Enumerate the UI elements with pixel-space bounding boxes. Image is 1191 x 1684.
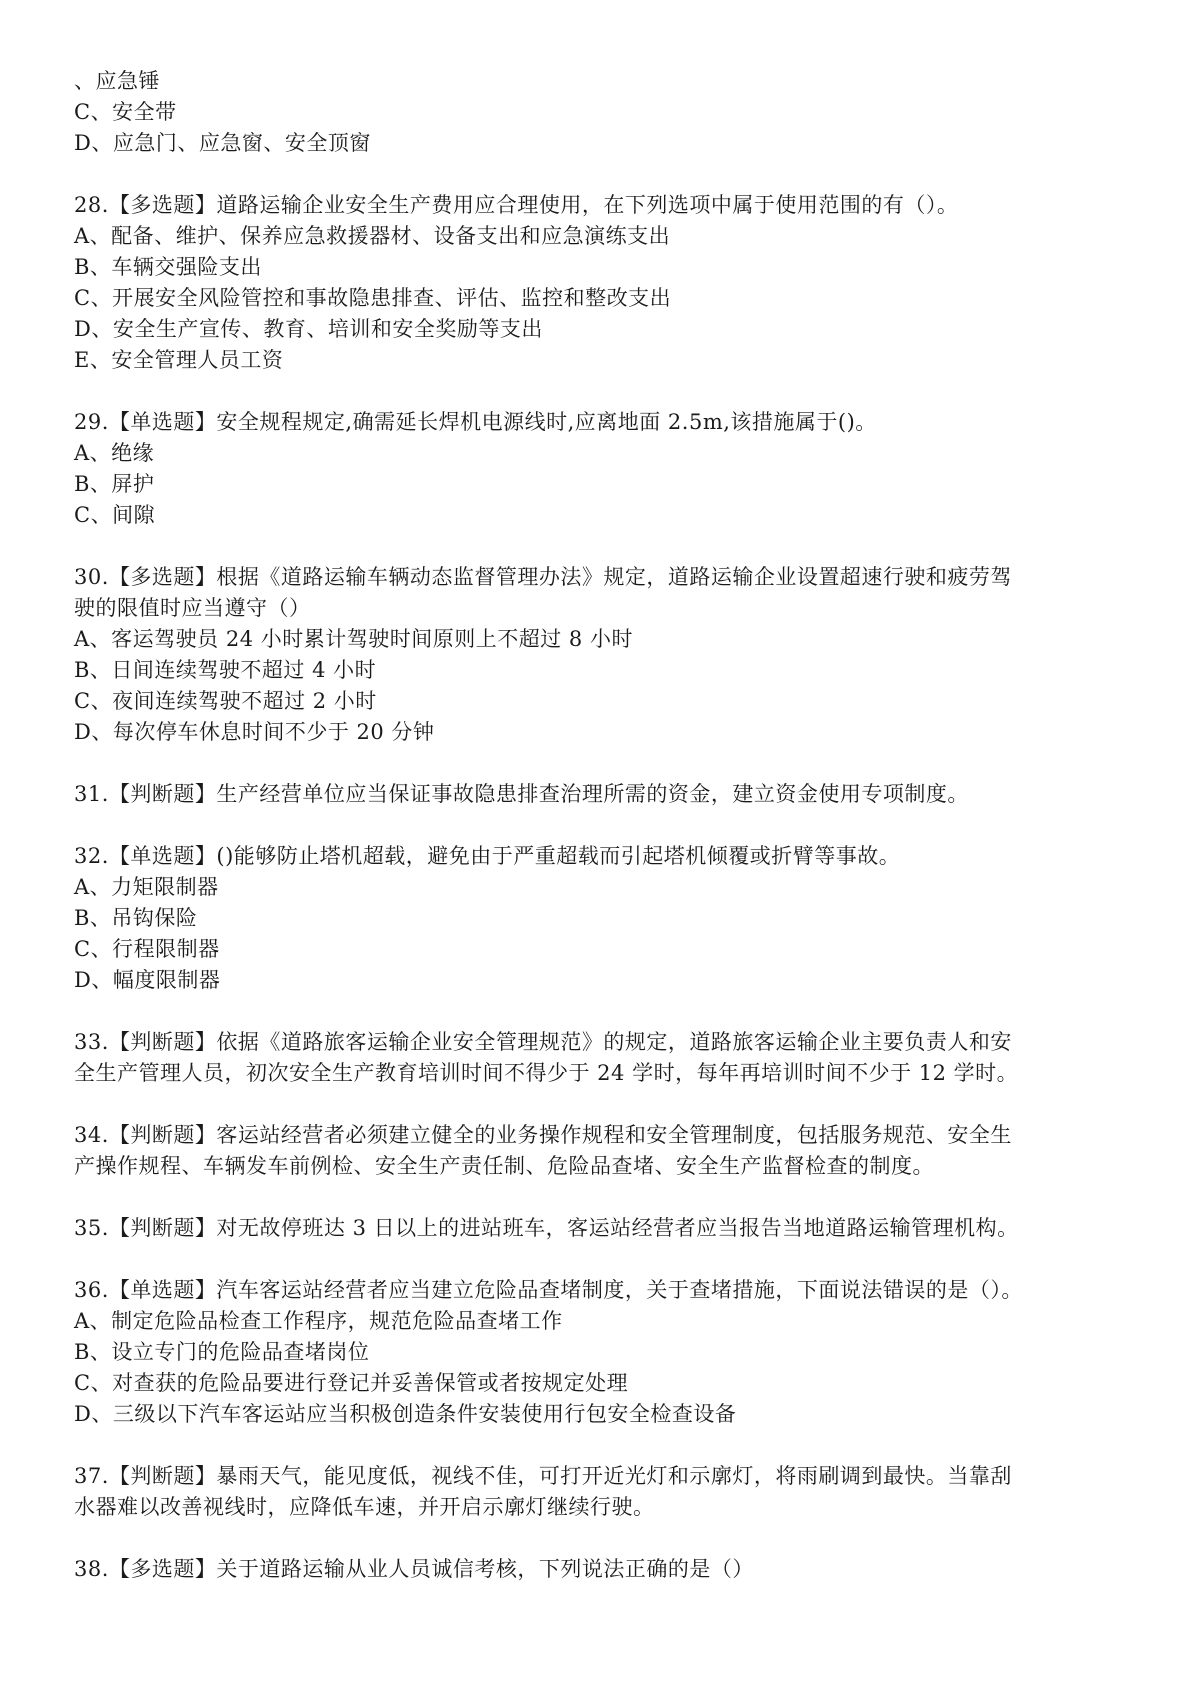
blank-line xyxy=(74,376,1095,407)
text-line: D、三级以下汽车客运站应当积极创造条件安装使用行包安全检查设备 xyxy=(74,1402,737,1426)
text-line: 全生产管理人员，初次安全生产教育培训时间不得少于 24 学时，每年再培训时间不少于 12 学时。 xyxy=(74,1061,1019,1085)
text-line: C、行程限制器 xyxy=(74,937,220,961)
blank-line xyxy=(74,1430,1095,1461)
blank-line xyxy=(74,748,1095,779)
text-line: 38.【多选题】关于道路运输从业人员诚信考核，下列说法正确的是（） xyxy=(74,1557,754,1581)
text-line: 31.【判断题】生产经营单位应当保证事故隐患排查治理所需的资金，建立资金使用专项制度。 xyxy=(74,782,969,806)
text-line: D、每次停车休息时间不少于 20 分钟 xyxy=(74,720,435,744)
text-line: B、日间连续驾驶不超过 4 小时 xyxy=(74,658,377,682)
text-line: D、幅度限制器 xyxy=(74,968,221,992)
blank-line xyxy=(74,996,1095,1027)
text-line: 37.【判断题】暴雨天气，能见度低，视线不佳，可打开近光灯和示廓灯，将雨刷调到最快。当靠刮 xyxy=(74,1464,1012,1488)
text-line: A、制定危险品检查工作程序，规范危险品查堵工作 xyxy=(74,1309,563,1333)
blank-line xyxy=(74,1523,1095,1554)
text-line: 33.【判断题】依据《道路旅客运输企业安全管理规范》的规定，道路旅客运输企业主要负责人和安 xyxy=(74,1030,1012,1054)
text-line: A、客运驾驶员 24 小时累计驾驶时间原则上不超过 8 小时 xyxy=(74,627,633,651)
text-line: 35.【判断题】对无故停班达 3 日以上的进站班车，客运站经营者应当报告当地道路运输管理机构。 xyxy=(74,1216,1019,1240)
blank-line xyxy=(74,1182,1095,1213)
text-line: 34.【判断题】客运站经营者必须建立健全的业务操作规程和安全管理制度，包括服务规范、安全生 xyxy=(74,1123,1012,1147)
text-line: A、力矩限制器 xyxy=(74,875,219,899)
text-line: E、安全管理人员工资 xyxy=(74,348,284,372)
text-line: A、绝缘 xyxy=(74,441,155,465)
text-line: 28.【多选题】道路运输企业安全生产费用应合理使用，在下列选项中属于使用范围的有（）。 xyxy=(74,193,959,217)
blank-line xyxy=(74,810,1095,841)
text-line: C、夜间连续驾驶不超过 2 小时 xyxy=(74,689,377,713)
text-line: B、设立专门的危险品查堵岗位 xyxy=(74,1340,370,1364)
text-line: D、应急门、应急窗、安全顶窗 xyxy=(74,131,371,155)
text-line: 30.【多选题】根据《道路运输车辆动态监督管理办法》规定，道路运输企业设置超速行驶和疲劳驾 xyxy=(74,565,1012,589)
blank-line xyxy=(74,1089,1095,1120)
text-line: A、配备、维护、保养应急救援器材、设备支出和应急演练支出 xyxy=(74,224,671,248)
text-line: D、安全生产宣传、教育、培训和安全奖励等支出 xyxy=(74,317,543,341)
blank-line xyxy=(74,159,1095,190)
text-line: 29.【单选题】安全规程规定,确需延长焊机电源线时,应离地面 2.5m,该措施属于()。 xyxy=(74,410,877,434)
text-line: 32.【单选题】()能够防止塔机超载，避免由于严重超载而引起塔机倾覆或折臂等事故。 xyxy=(74,844,901,868)
text-line: 、应急锤 xyxy=(74,69,160,93)
blank-line xyxy=(74,531,1095,562)
text-line: 驶的限值时应当遵守（） xyxy=(74,596,311,620)
text-line: B、车辆交强险支出 xyxy=(74,255,262,279)
blank-line xyxy=(74,1244,1095,1275)
text-line: 36.【单选题】汽车客运站经营者应当建立危险品查堵制度，关于查堵措施，下面说法错误的是（）。 xyxy=(74,1278,1023,1302)
text-line: C、对查获的危险品要进行登记并妥善保管或者按规定处理 xyxy=(74,1371,629,1395)
text-line: 产操作规程、车辆发车前例检、安全生产责任制、危险品查堵、安全生产监督检查的制度。 xyxy=(74,1154,934,1178)
text-line: B、屏护 xyxy=(74,472,155,496)
text-line: 水器难以改善视线时，应降低车速，并开启示廓灯继续行驶。 xyxy=(74,1495,655,1519)
text-line: C、安全带 xyxy=(74,100,177,124)
text-line: B、吊钩保险 xyxy=(74,906,198,930)
text-line: C、开展安全风险管控和事故隐患排查、评估、监控和整改支出 xyxy=(74,286,672,310)
text-line: C、间隙 xyxy=(74,503,156,527)
